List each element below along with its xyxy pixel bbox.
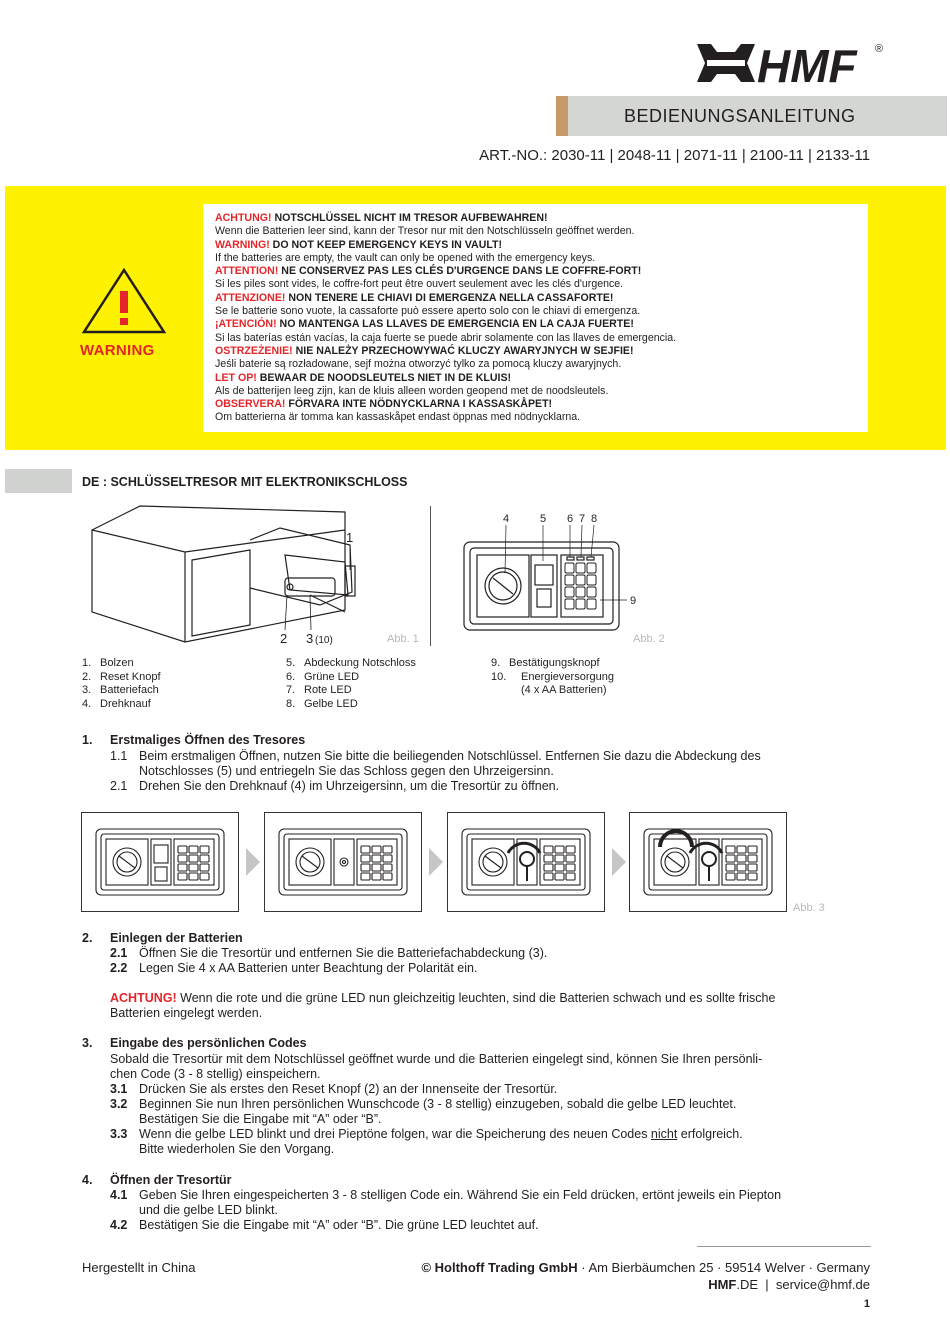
keypad-key <box>587 575 596 585</box>
step-item: 2.1 Öffnen Sie die Tresortür und entfernen Sie die Batteriefachabdeckung (3). <box>110 946 548 960</box>
legend-item: 6. Grüne LED <box>286 670 360 683</box>
warning-text-it: Se le batterie sono vuote, la cassaforte può essere aperto solo con le chiavi di emergenza. <box>215 305 641 318</box>
warning-heading-nl: LET OP! BEWAAR DE NOODSLEUTELS NIET IN DE KLUIS! <box>215 371 512 384</box>
article-numbers: ART.-NO.: 2030-11 | 2048-11 | 2071-11 | 2100-11 | 2133-11 <box>479 147 870 164</box>
legend-item: 2. Reset Knopf <box>82 670 161 683</box>
keypad-key <box>587 599 596 609</box>
warning-heading-it: ATTENZIONE! NON TENERE LE CHIAVI DI EMERGENZA NELLA CASSAFORTE! <box>215 291 614 304</box>
step-2-body <box>110 946 547 976</box>
step-item-cont: Bitte wiederholen Sie den Vorgang. <box>139 1142 335 1156</box>
figure-divider <box>430 506 431 646</box>
keypad-key <box>565 587 574 597</box>
step-item: 2.2 Legen Sie 4 x AA Batterien unter Beachtung der Polarität ein. <box>110 961 478 975</box>
warning-text-de: Wenn die Batterien leer sind, kann der Tresor nur mit den Notschlüsseln geöffnet werden. <box>215 225 635 238</box>
warning-heading-pl: OSTRZEŻENIE! NIE NALEŻY PRZECHOWYWAĆ KLUCZY AWARYJNYCH W SEJFIE! <box>215 344 634 357</box>
title-accent <box>556 96 568 136</box>
warning-heading-fr: ATTENTION! NE CONSERVEZ PAS LES CLÉS D'URGENCE DANS LE COFFRE-FORT! <box>215 265 642 278</box>
legend-item: 3. Batteriefach <box>82 684 159 696</box>
svg-text:®: ® <box>875 43 884 55</box>
warning-text-en: If the batteries are empty, the vault can only be opened with the emergency keys. <box>215 251 596 264</box>
fig1-label-1: 1 <box>346 530 354 545</box>
step-intro: Sobald die Tresortür mit dem Notschlüssel geöffnet wurde und die Batterien eingelegt sind, können Sie Ihren persönli- <box>110 1052 763 1066</box>
fig3-panel-4 <box>629 812 787 912</box>
step-3-heading: 3. Eingabe des persönlichen Codes <box>82 1036 307 1050</box>
legend-item: (4 x AA Batterien) <box>521 684 607 696</box>
legend-item: 4. Drehknauf <box>82 697 151 710</box>
warning-text-fr: Si les piles sont vides, le coffre-fort peut être ouvert seulement avec les clés d'urgence. <box>215 278 624 291</box>
step-item: 3.3 Wenn die gelbe LED blinkt und drei Pieptöne folgen, war die Speicherung des neuen Codes nicht erfolgreich. <box>110 1127 743 1141</box>
warning-heading-es: ¡ATENCIÓN! NO MANTENGA LAS LLAVES DE EMERGENCIA EN LA CAJA FUERTE! <box>215 318 634 331</box>
fig2-keypad <box>565 563 596 609</box>
legend-item: 10. Energieversorgung <box>491 670 614 683</box>
step-item: 4.2 Bestätigen Sie die Eingabe mit “A” oder “B”. Die grüne LED leuchtet auf. <box>110 1218 539 1232</box>
fig3-panel-3 <box>447 812 605 912</box>
legend-column-1 <box>82 657 161 711</box>
note-line: ACHTUNG! Wenn die rote und die grüne LED nun gleichzeitig leuchten, sind die Batterien schwach und es sollte frische <box>110 991 776 1005</box>
keypad-key <box>576 599 585 609</box>
fig3-caption: Abb. 3 <box>793 902 825 914</box>
step-3-body <box>110 1052 762 1157</box>
keypad-key <box>576 563 585 573</box>
section-tab <box>5 469 72 493</box>
keypad-key <box>565 599 574 609</box>
warning-text-nl: Als de batterijen leeg zijn, kan de kluis alleen worden geopend met de noodsleutels. <box>215 384 609 397</box>
keypad-key <box>565 563 574 573</box>
legend-item: 5. Abdeckung Notschloss <box>286 657 416 669</box>
fig2-label-5: 5 <box>540 513 547 525</box>
fig3-panel-1 <box>81 812 239 912</box>
keypad-key <box>587 563 596 573</box>
note-line: Batterien eingelegt werden. <box>110 1006 263 1020</box>
step-item-cont: und die gelbe LED blinkt. <box>139 1203 278 1217</box>
fig1-label-2: 2 <box>280 631 288 646</box>
email-link[interactable]: service@hmf.de <box>775 1277 870 1292</box>
step-arrow-icon <box>429 848 443 876</box>
legend-item: 7. Rote LED <box>286 684 352 696</box>
fig2-label-6: 6 <box>567 513 574 525</box>
step-1-body <box>110 749 761 794</box>
step-4-body <box>110 1188 781 1233</box>
step-2-heading: 2. Einlegen der Batterien <box>82 931 243 945</box>
page-number: 1 <box>863 1298 870 1310</box>
legend-item: 1. Bolzen <box>82 657 134 669</box>
step-arrow-icon <box>246 848 260 876</box>
step-intro: chen Code (3 - 8 stellig) einspeichern. <box>110 1067 321 1081</box>
legend-item: 8. Gelbe LED <box>286 697 358 710</box>
section-title: DE : SCHLÜSSELTRESOR MIT ELEKTRONIKSCHLOSS <box>82 475 408 489</box>
warning-text-pl: Jeśli baterie są rozładowane, sejf można otworzyć tylko za pomocą kluczy awaryjnych. <box>215 358 622 371</box>
warning-heading-en: WARNING! DO NOT KEEP EMERGENCY KEYS IN VAULT! <box>215 238 503 251</box>
doc-title: BEDIENUNGSANLEITUNG <box>624 106 856 126</box>
warning-heading-de: ACHTUNG! NOTSCHLÜSSEL NICHT IM TRESOR AUFBEWAHREN! <box>215 212 548 224</box>
step-item-cont: Bestätigen Sie die Eingabe mit “A” oder “B”. <box>139 1112 382 1126</box>
step-item-cont: Notschlosses (5) und entriegeln Sie das Schloss gegen den Uhrzeigersinn. <box>139 764 554 778</box>
legend-column-3 <box>491 657 614 698</box>
fig1-label-3: 3 <box>306 631 314 646</box>
warning-text-sv: Om batterierna är tomma kan kassaskåpet endast öppnas med nödnycklarna. <box>215 411 581 424</box>
warning-triangle-icon <box>80 267 168 335</box>
fig1-caption: Abb. 1 <box>387 633 419 645</box>
brand-text: HMF <box>757 40 857 86</box>
step-item: 2.1 Drehen Sie den Drehknauf (4) im Uhrzeigersinn, um die Tresortür zu öffnen. <box>110 779 560 793</box>
keypad-key <box>587 587 596 597</box>
battery-note <box>110 991 775 1021</box>
keypad-key <box>576 587 585 597</box>
step-item: 4.1 Geben Sie Ihren eingespeicherten 3 - 8 stelligen Code ein. Während Sie ein Feld drücken, ertönt jeweils ein Piepton <box>110 1188 782 1202</box>
website-link[interactable]: HMF.DE <box>708 1277 759 1292</box>
step-item: 3.1 Drücken Sie als erstes den Reset Knopf (2) an der Innenseite der Tresortür. <box>110 1082 558 1096</box>
warning-text-es: Si las baterías están vacías, la caja fuerte se puede abrir solamente con las llaves de emergencia. <box>215 331 677 344</box>
keypad-key <box>576 575 585 585</box>
warning-heading-sv: OBSERVERA! FÖRVARA INTE NÖDNYCKLARNA I KASSASKÅPET! <box>215 398 553 411</box>
figure-1-safe-open <box>80 500 430 650</box>
hmf-logo <box>697 40 887 86</box>
fig2-label-9: 9 <box>630 595 637 607</box>
legend-column-2 <box>286 657 416 711</box>
step-1-heading: 1. Erstmaliges Öffnen des Tresores <box>82 733 306 747</box>
fig1-label-10: (10) <box>315 635 333 646</box>
company-address: © Holthoff Trading GmbH · Am Bierbäumchen 25 · 59514 Welver · Germany <box>421 1260 870 1275</box>
step-item: 1.1 Beim erstmaligen Öffnen, nutzen Sie bitte die beiliegenden Notschlüssel. Entfernen Sie dazu die Abdeckung des <box>110 749 761 763</box>
warning-word: WARNING <box>80 342 155 359</box>
fig2-label-4: 4 <box>503 513 510 525</box>
legend-item: 9. Bestätigungsknopf <box>491 657 600 669</box>
step-4-heading: 4. Öffnen der Tresortür <box>82 1173 232 1187</box>
fig2-caption: Abb. 2 <box>633 633 665 645</box>
contact-line: HMF.DE | service@hmf.de <box>708 1277 870 1292</box>
keypad-key <box>565 575 574 585</box>
step-arrow-icon <box>612 848 626 876</box>
made-in: Hergestellt in China <box>82 1260 196 1275</box>
doc-title-bar <box>556 96 947 136</box>
warning-text-box <box>203 204 868 432</box>
figure-2-door-panel <box>455 505 685 645</box>
fig2-label-8: 8 <box>591 513 598 525</box>
fig3-panel-2 <box>264 812 422 912</box>
step-item: 3.2 Beginnen Sie nun Ihren persönlichen Wunschcode (3 - 8 stellig) einzugeben, sobald die gelbe LED leuchtet. <box>110 1097 737 1111</box>
footer-divider <box>697 1246 871 1247</box>
fig2-label-7: 7 <box>579 513 586 525</box>
